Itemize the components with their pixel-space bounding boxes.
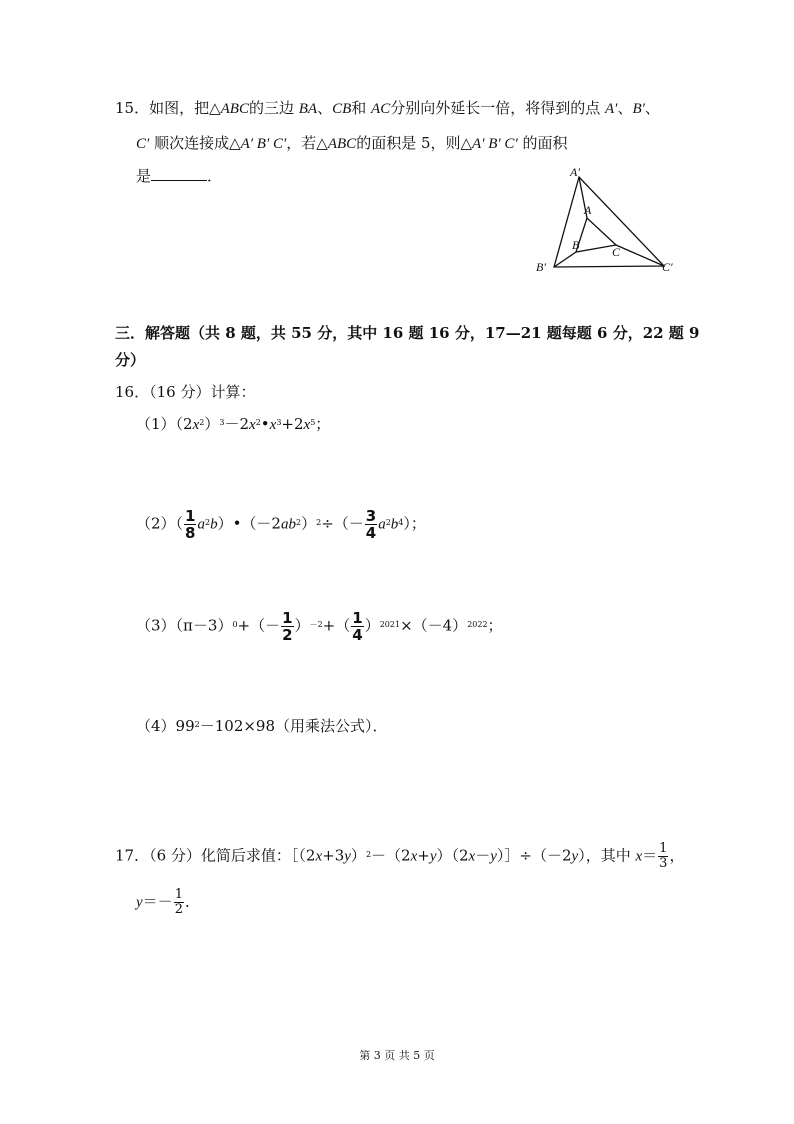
q16-part-1: $(1)(2x^2)^3-2x^2•x^3+2x^5$； bbox=[136, 415, 331, 433]
fraction-1-2: $\frac{1}{2}$ bbox=[282, 609, 293, 644]
q15-line-2: C′ 顺次连接成△A′ B′ C′，若△ABC的面积是 5，则△A′ B′ C′ 的面积 bbox=[136, 134, 568, 152]
label-c-prime: C′ bbox=[662, 260, 673, 274]
fraction-3-4: $\frac{3}{4}$ bbox=[365, 507, 377, 542]
q16-part-4: $(4)99^2-102\times 98$（用乘法公式）． bbox=[136, 717, 388, 735]
line-c-to-cprime bbox=[616, 245, 664, 266]
outer-triangle bbox=[554, 177, 664, 267]
q17-line-2: y＝－ $\frac{1}{2}$ ． bbox=[136, 887, 200, 917]
page-footer: 第 3 页 共 5 页 bbox=[359, 1049, 435, 1062]
q16-part-3: $(3)(\pi-3)^0+(-$ $\frac{1}{2}$ ）$^{-2}$+（ $\frac{1}{4}$ ）$^{2021}\times(-4)^{2022}$； bbox=[136, 609, 503, 644]
label-a-prime: A′ bbox=[570, 165, 580, 179]
triangle-figure bbox=[530, 160, 690, 280]
inner-triangle bbox=[576, 218, 616, 252]
section-3-heading-line-2: 分） bbox=[115, 351, 146, 369]
label-b-prime: B′ bbox=[536, 260, 546, 274]
label-c: C bbox=[612, 245, 621, 259]
q17-line-1: 17．（6 分）化简后求值：$[(2x+3y)^2-(2x+y)(2x-y)]\div(-2y)$，其中 x＝ $\frac{1}{3}$ ， bbox=[115, 841, 685, 871]
q15-line-3: 是 ． bbox=[136, 167, 223, 185]
label-b: B bbox=[572, 238, 580, 252]
label-a: A bbox=[584, 203, 592, 217]
q15-line-1: 15．如图，把△ABC的三边 BA、CB和 AC分别向外延长一倍，将得到的点 A′、B′、 bbox=[115, 99, 660, 117]
q16-part-2: （2）（ $\frac{1}{8}$ $a^2b)•(-2ab^2)^2\div(-$ $\frac{3}{4}$ $a^2b^4$）； bbox=[136, 507, 426, 542]
section-3-heading-line-1: 三．解答题（共 8 题，共 55 分，其中 16 题 16 分，17—21 题每题 6 分，22 题 9 bbox=[115, 324, 700, 342]
fraction-1-4: $\frac{1}{4}$ bbox=[352, 609, 363, 644]
fraction-y-value: $\frac{1}{2}$ bbox=[174, 887, 183, 917]
fraction-1-8: $\frac{1}{8}$ bbox=[185, 507, 196, 542]
fraction-x-value: $\frac{1}{3}$ bbox=[659, 841, 668, 871]
q16-title: 16．（16 分）计算： bbox=[115, 383, 256, 401]
answer-blank[interactable] bbox=[151, 166, 207, 181]
